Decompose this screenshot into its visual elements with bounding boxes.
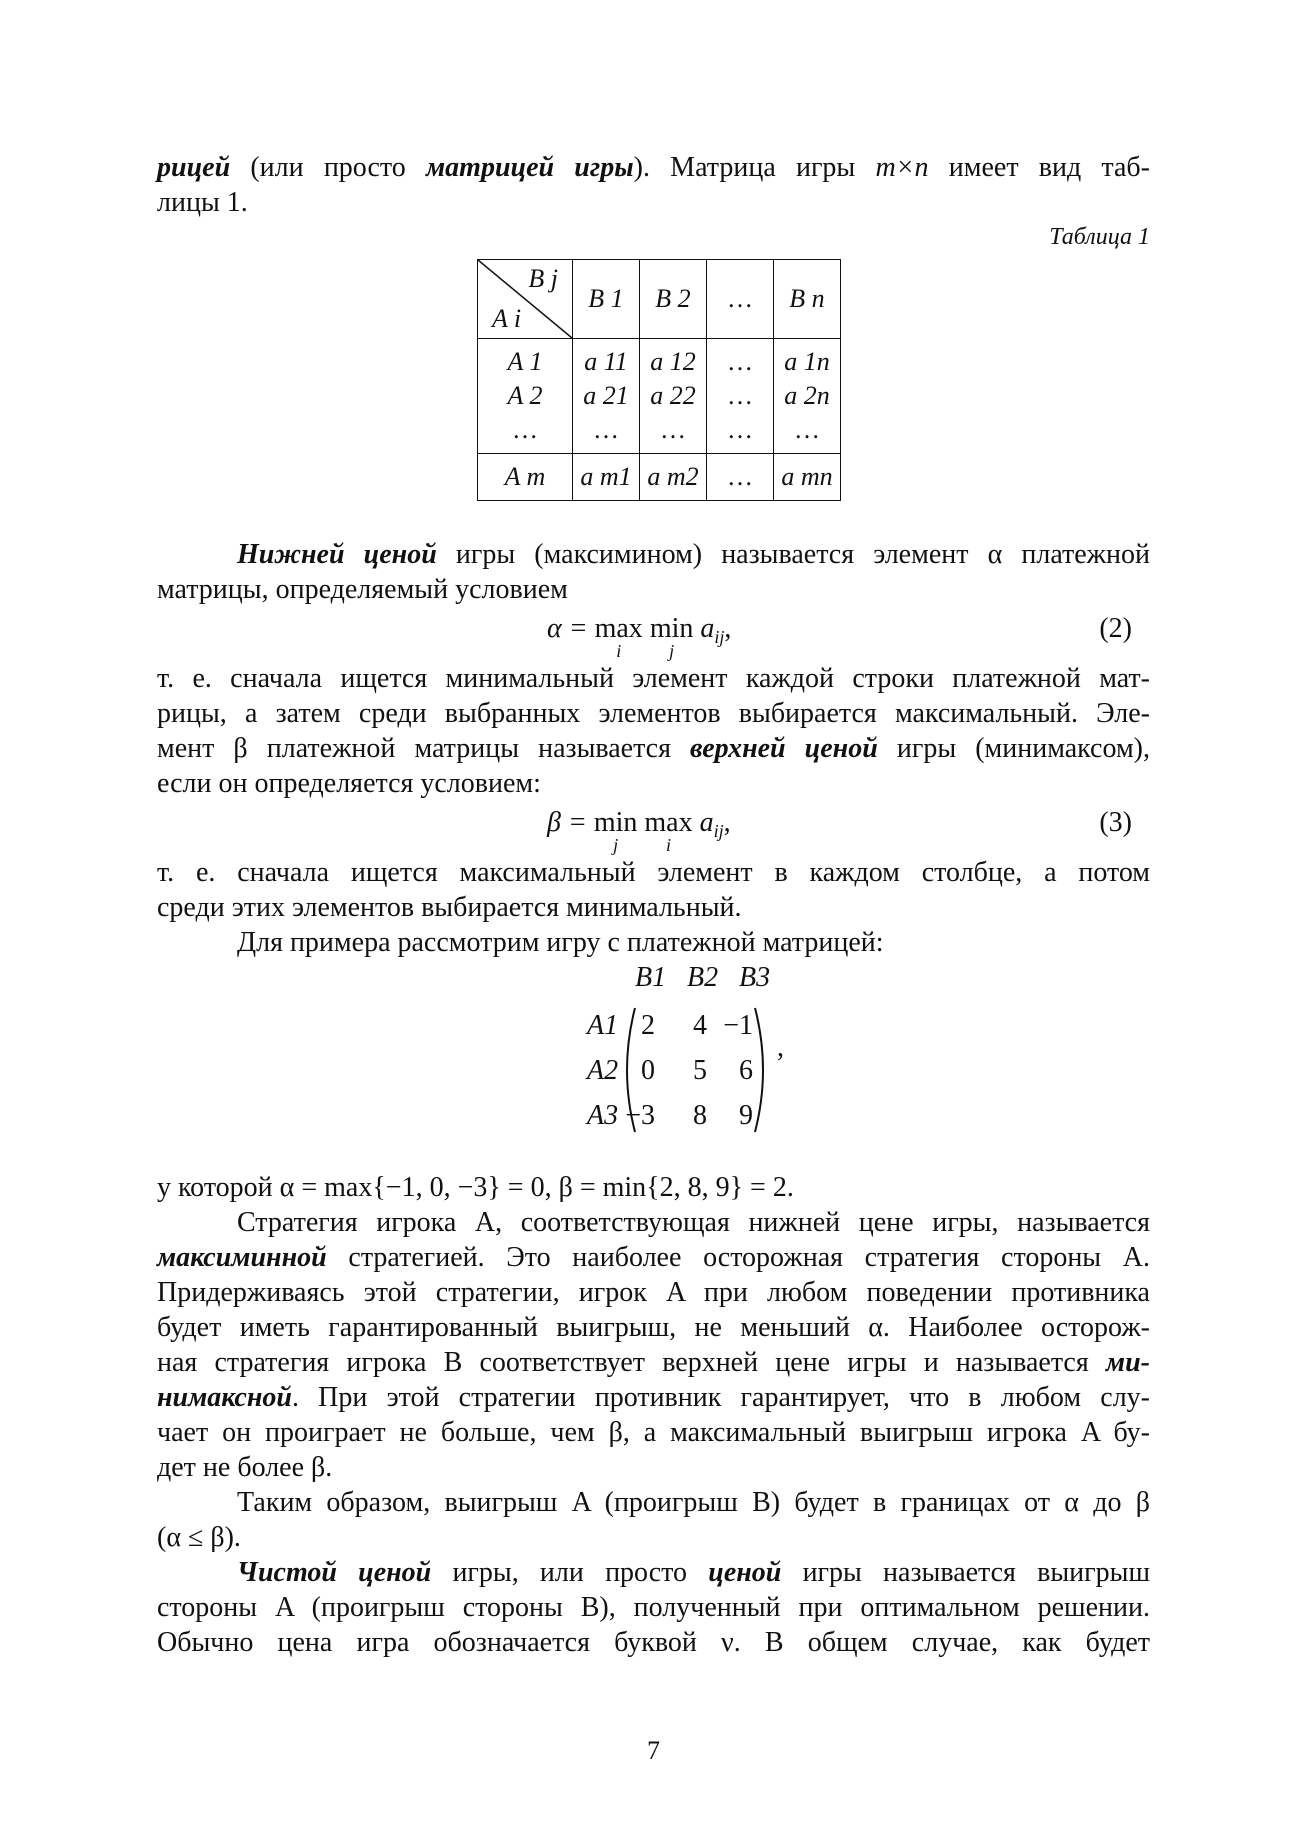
bold-term: матрицей игры: [426, 152, 634, 183]
matrix-cell: 5: [693, 1055, 707, 1086]
table-cell: a m2: [640, 454, 707, 501]
formula-tail: ,: [723, 807, 731, 838]
row-label: A 1: [507, 347, 543, 376]
formula-3: [157, 801, 1150, 855]
bold-term: Чистой ценой: [237, 1557, 432, 1588]
paragraph-line: матрицы, определяемый условием: [157, 574, 568, 605]
paragraph-line: [157, 1555, 1150, 1590]
paragraph-line: (α ≤ β).: [157, 1522, 241, 1553]
bold-term: ми-: [1105, 1347, 1150, 1378]
op-sub: j: [669, 641, 675, 661]
bold-term: рицей: [157, 152, 231, 183]
matrix-cell: 0: [641, 1055, 655, 1086]
op: max: [644, 807, 693, 838]
paragraph-line: стороны A (проигрыш стороны B), полученный при оптимальном решении.: [157, 1592, 1150, 1623]
paragraph-lower-value: [157, 537, 1150, 572]
op: min: [649, 613, 694, 644]
matrix-cell: −1: [723, 1010, 753, 1041]
table-header: …: [707, 260, 774, 339]
paragraph-intro: [157, 150, 1150, 185]
formula-op: [649, 613, 694, 661]
matrix-col-label: B2: [687, 962, 719, 993]
page-content: [157, 150, 1150, 1660]
text: стратегией. Это наиболее осторожная стратегия стороны A.: [326, 1242, 1150, 1273]
formula-sub: ij: [713, 821, 724, 841]
formula-tail: ,: [724, 613, 732, 644]
row-label: A 2: [507, 381, 543, 410]
paragraph-line: [157, 1345, 1150, 1380]
table-caption: Таблица 1: [1049, 224, 1150, 250]
matrix-cell: −3: [625, 1100, 655, 1131]
text: мент β платежной матрицы называется: [157, 733, 691, 764]
formula-op: [593, 807, 638, 855]
formula-2: [157, 607, 1150, 661]
bold-term: Нижней ценой: [237, 539, 437, 570]
table-cell: a 21: [583, 381, 629, 410]
formula-op: [644, 807, 693, 855]
op-sub: i: [666, 835, 672, 855]
paragraph-line: среди этих элементов выбирается минимальный.: [157, 892, 742, 923]
paragraph-line: если он определяется условием:: [157, 768, 541, 799]
table-cell: …: [593, 415, 619, 444]
table-cell: …: [660, 415, 686, 444]
table-cell: a 2n: [784, 381, 830, 410]
table-cell: a m1: [573, 454, 640, 501]
bold-term: ценой: [708, 1557, 782, 1588]
matrix-row-label: A2: [587, 1055, 619, 1086]
matrix-cell: 2: [641, 1010, 655, 1041]
table-column: [573, 339, 640, 454]
text: игры называется выигрыш: [781, 1557, 1150, 1588]
paragraph-line: Таким образом, выигрыш A (проигрыш B) будет в границах от α до β: [237, 1487, 1150, 1518]
paragraph-line: рицы, а затем среди выбранных элементов выбирается максимальный. Эле-: [157, 698, 1150, 729]
formula-var: a: [699, 807, 714, 838]
op: max: [594, 613, 643, 644]
table-cell: …: [794, 415, 820, 444]
table-column: [640, 339, 707, 454]
formula-lhs: β =: [547, 807, 594, 838]
table-last-row: [478, 454, 841, 501]
paragraph-line: Для примера рассмотрим игру с платежной матрицей:: [237, 927, 884, 958]
table-cell: a 11: [584, 347, 628, 376]
table-body-row: [478, 339, 841, 454]
matrix-row-label: A3: [587, 1100, 619, 1131]
table-cell: …: [727, 381, 753, 410]
row-label: A m: [478, 454, 573, 501]
table-cell: a mn: [774, 454, 841, 501]
text: ная стратегия игрока B соответствует верхней цене игры и называется: [157, 1347, 1106, 1378]
text: игры (максимином) называется элемент α платежной: [436, 539, 1150, 570]
paragraph-line: Придерживаясь этой стратегии, игрок A при любом поведении противника: [157, 1277, 1150, 1308]
text: игры, или просто: [431, 1557, 709, 1588]
text: ). Матрица игры: [633, 152, 876, 183]
formula-expression: [547, 807, 731, 855]
matrix-col-label: B3: [739, 962, 771, 993]
paragraph-line: у которой α = max{−1, 0, −3} = 0, β = min{2, 8, 9} = 2.: [157, 1172, 794, 1203]
matrix-cell: 6: [739, 1055, 753, 1086]
table-cell: a 22: [650, 381, 696, 410]
formula-number: (2): [1099, 613, 1132, 644]
table-cell: a 1n: [784, 347, 830, 376]
paragraph-intro-line2: лицы 1.: [157, 187, 248, 218]
row-label: …: [512, 415, 538, 444]
paragraph-line: будет иметь гарантированный выигрыш, не меньший α. Наиболее осторож-: [157, 1312, 1150, 1343]
text: имеет вид таб-: [928, 152, 1150, 183]
op: min: [593, 807, 638, 838]
table-header-row: [478, 260, 841, 339]
matrix-cell: 4: [693, 1010, 707, 1041]
bold-term: максиминной: [157, 1242, 327, 1273]
text: игры (минимаксом),: [877, 733, 1150, 764]
table-corner-cell: [478, 260, 573, 339]
table-header: B 2: [640, 260, 707, 339]
paragraph-line: чает он проиграет не больше, чем β, а максимальный выигрыш игрока A бу-: [157, 1417, 1150, 1448]
matrix-cell: 8: [693, 1100, 707, 1131]
formula-sub: ij: [714, 627, 725, 647]
page-number: 7: [647, 1736, 660, 1765]
table-cell: …: [727, 415, 753, 444]
corner-bottom-label: A i: [492, 304, 522, 333]
matrix-cell: 9: [739, 1100, 753, 1131]
text: (или просто: [230, 152, 426, 183]
paragraph-line: т. е. сначала ищется максимальный элемент в каждом столбце, а потом: [157, 857, 1150, 888]
table-header: B 1: [573, 260, 640, 339]
table-cell: …: [727, 347, 753, 376]
corner-top-label: B j: [528, 264, 558, 293]
paragraph-line: [157, 731, 1150, 766]
paragraph-line: Стратегия игрока A, соответствующая нижней цене игры, называется: [237, 1207, 1150, 1238]
bold-term: верхней ценой: [690, 733, 878, 764]
table-column: [774, 339, 841, 454]
formula-expression: [547, 613, 732, 661]
op-sub: j: [613, 835, 619, 855]
paragraph-line: [157, 1380, 1150, 1415]
matrix-row-label: A1: [587, 1010, 619, 1041]
payoff-matrix: [157, 960, 1150, 1170]
op-sub: i: [616, 641, 622, 661]
paragraph-line: [157, 1240, 1150, 1275]
formula-number: (3): [1099, 807, 1132, 838]
formula-op: [594, 613, 643, 661]
text: . При этой стратегии противник гарантирует, что в любом слу-: [291, 1382, 1150, 1413]
paragraph-line: Обычно цена игра обозначается буквой ν. В общем случае, как будет: [157, 1627, 1150, 1658]
game-matrix-table: [477, 259, 841, 501]
math-inline: m×n: [875, 152, 929, 183]
paragraph-line: т. е. сначала ищется минимальный элемент каждой строки платежной мат-: [157, 663, 1150, 694]
row-labels-column: [478, 339, 573, 454]
table-cell: a 12: [650, 347, 696, 376]
table-header: B n: [774, 260, 841, 339]
table-column: [707, 339, 774, 454]
paragraph-line: дет не более β.: [157, 1452, 333, 1483]
formula-var: a: [700, 613, 715, 644]
matrix-tail: ,: [777, 1032, 784, 1063]
bold-term: нимаксной: [157, 1382, 292, 1413]
formula-lhs: α =: [547, 613, 595, 644]
matrix-col-label: B1: [635, 962, 667, 993]
table-cell: …: [707, 454, 774, 501]
